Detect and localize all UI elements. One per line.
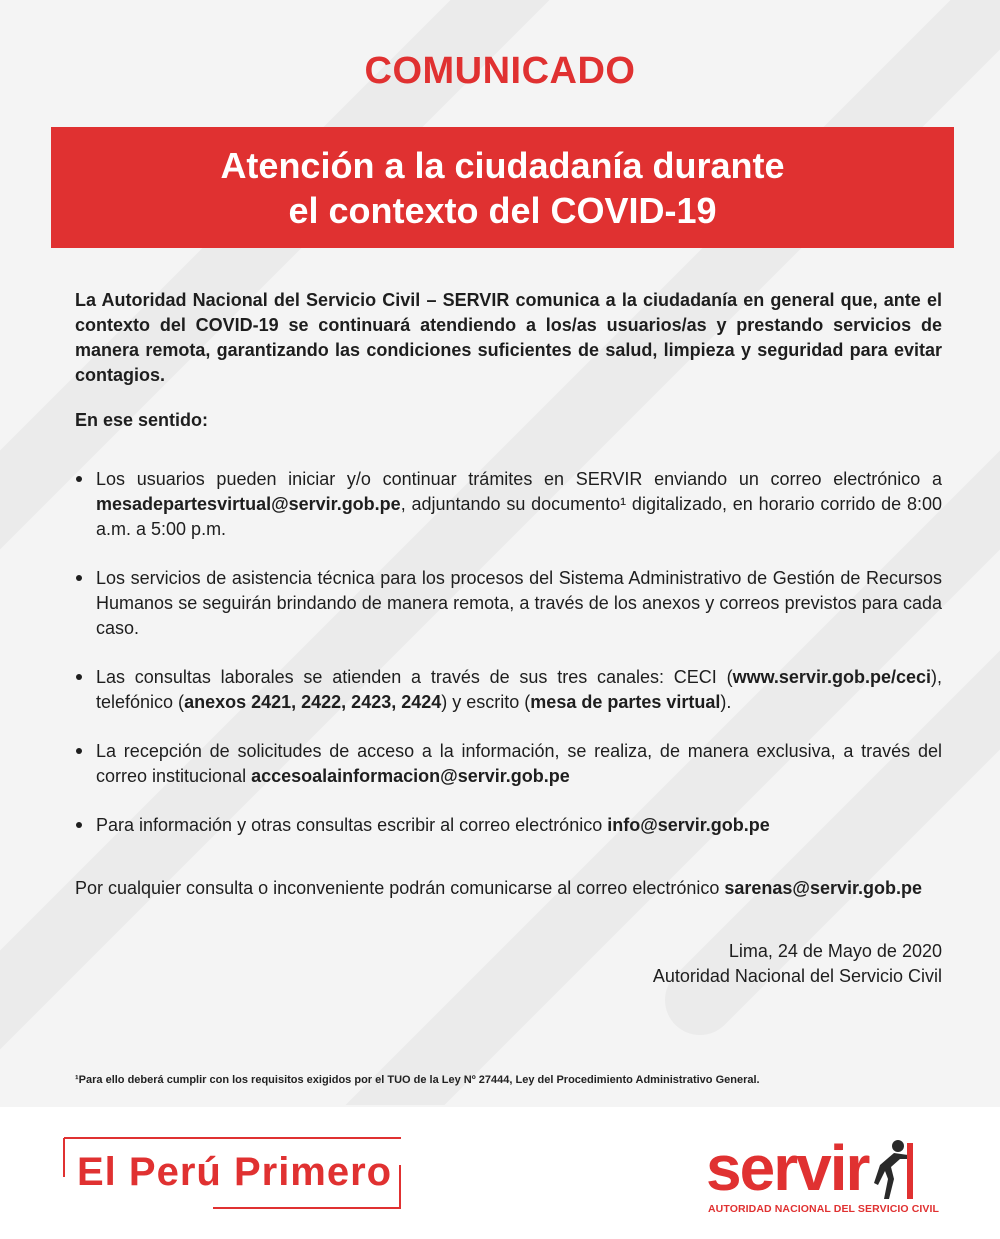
place-date: Lima, 24 de Mayo de 2020 [728,941,942,961]
email-link[interactable]: mesadepartesvirtual@servir.gob.pe [96,494,401,514]
closing-text: Por cualquier consulta o inconveniente podrán comunicarse al correo electrónico [75,878,725,898]
section-lead: En ese sentido: [75,410,209,430]
list-item [75,665,942,715]
item-text: Los usuarios pueden iniciar y/o continuar trámites en SERVIR enviando un correo electrónico a [96,469,942,489]
servir-tagline: AUTORIDAD NACIONAL DEL SERVICIO CIVIL [708,1203,940,1215]
bullet-icon [76,748,82,754]
list-item [75,566,942,641]
bullet-icon [76,476,82,482]
item-text: ). [720,692,732,712]
list-item [75,467,942,542]
statement-body [75,288,942,989]
headline-line-2: el contexto del COVID-19 [288,189,717,231]
el-peru-primero-logo [63,1137,401,1209]
closing-paragraph [75,876,942,901]
email-link[interactable]: accesoalainformacion@servir.gob.pe [251,766,570,786]
list-item [75,813,942,838]
bullet-icon [76,822,82,828]
virtual-desk-label: mesa de partes virtual [530,692,721,712]
item-text: ), telefónico ( [96,667,942,712]
page-title: COMUNICADO [364,50,636,92]
item-text: ) y escrito ( [441,692,531,712]
measures-list [75,467,942,838]
item-text: Las consultas laborales se atienden a través de sus tres canales: CECI ( [96,667,733,687]
item-text: Los servicios de asistencia técnica para los procesos del Sistema Administrativo de Gestión de Recursos Humanos se seguirán brindando de manera remota, a través de los anexos y correos previstos para cada caso. [96,568,942,638]
item-text: La recepción de solicitudes de acceso a la información, se realiza, de manera exclusiva, a través del correo institucional [96,741,942,786]
bullet-icon [76,575,82,581]
signing-organization: Autoridad Nacional del Servicio Civil [652,966,942,986]
headline-line-1: Atención a la ciudadanía durante [220,144,785,186]
headline-banner [51,127,954,248]
servir-logo [706,1132,950,1217]
pushing-figure-icon [858,1139,914,1201]
ceci-link[interactable]: www.servir.gob.pe/ceci [732,667,931,687]
item-text: Para información y otras consultas escribir al correo electrónico [96,815,608,835]
servir-wordmark: servir [706,1132,869,1204]
footnote: ¹Para ello deberá cumplir con los requisitos exigidos por el TUO de la Ley Nº 27444, Ley del Procedimiento Administrativo General. [75,1074,760,1086]
list-item [75,739,942,789]
bullet-icon [76,674,82,680]
email-link[interactable]: sarenas@servir.gob.pe [724,878,923,898]
item-text: , adjuntando su documento¹ digitalizado, en horario corrido de 8:00 a.m. a 5:00 p.m. [96,494,942,539]
signature-block [75,939,942,989]
peru-logo-text: El Perú Primero [77,1150,393,1194]
intro-paragraph: La Autoridad Nacional del Servicio Civil – SERVIR comunica a la ciudadanía en general que, ante el contexto del COVID-19 se continuará atendiendo a los/as usuarios/as y prestando servicios de manera remota, garantizando las condiciones suficientes de salud, limpieza y seguridad para evitar contagios. [75,290,942,385]
phone-extensions: anexos 2421, 2422, 2423, 2424 [184,692,442,712]
email-link[interactable]: info@servir.gob.pe [607,815,770,835]
